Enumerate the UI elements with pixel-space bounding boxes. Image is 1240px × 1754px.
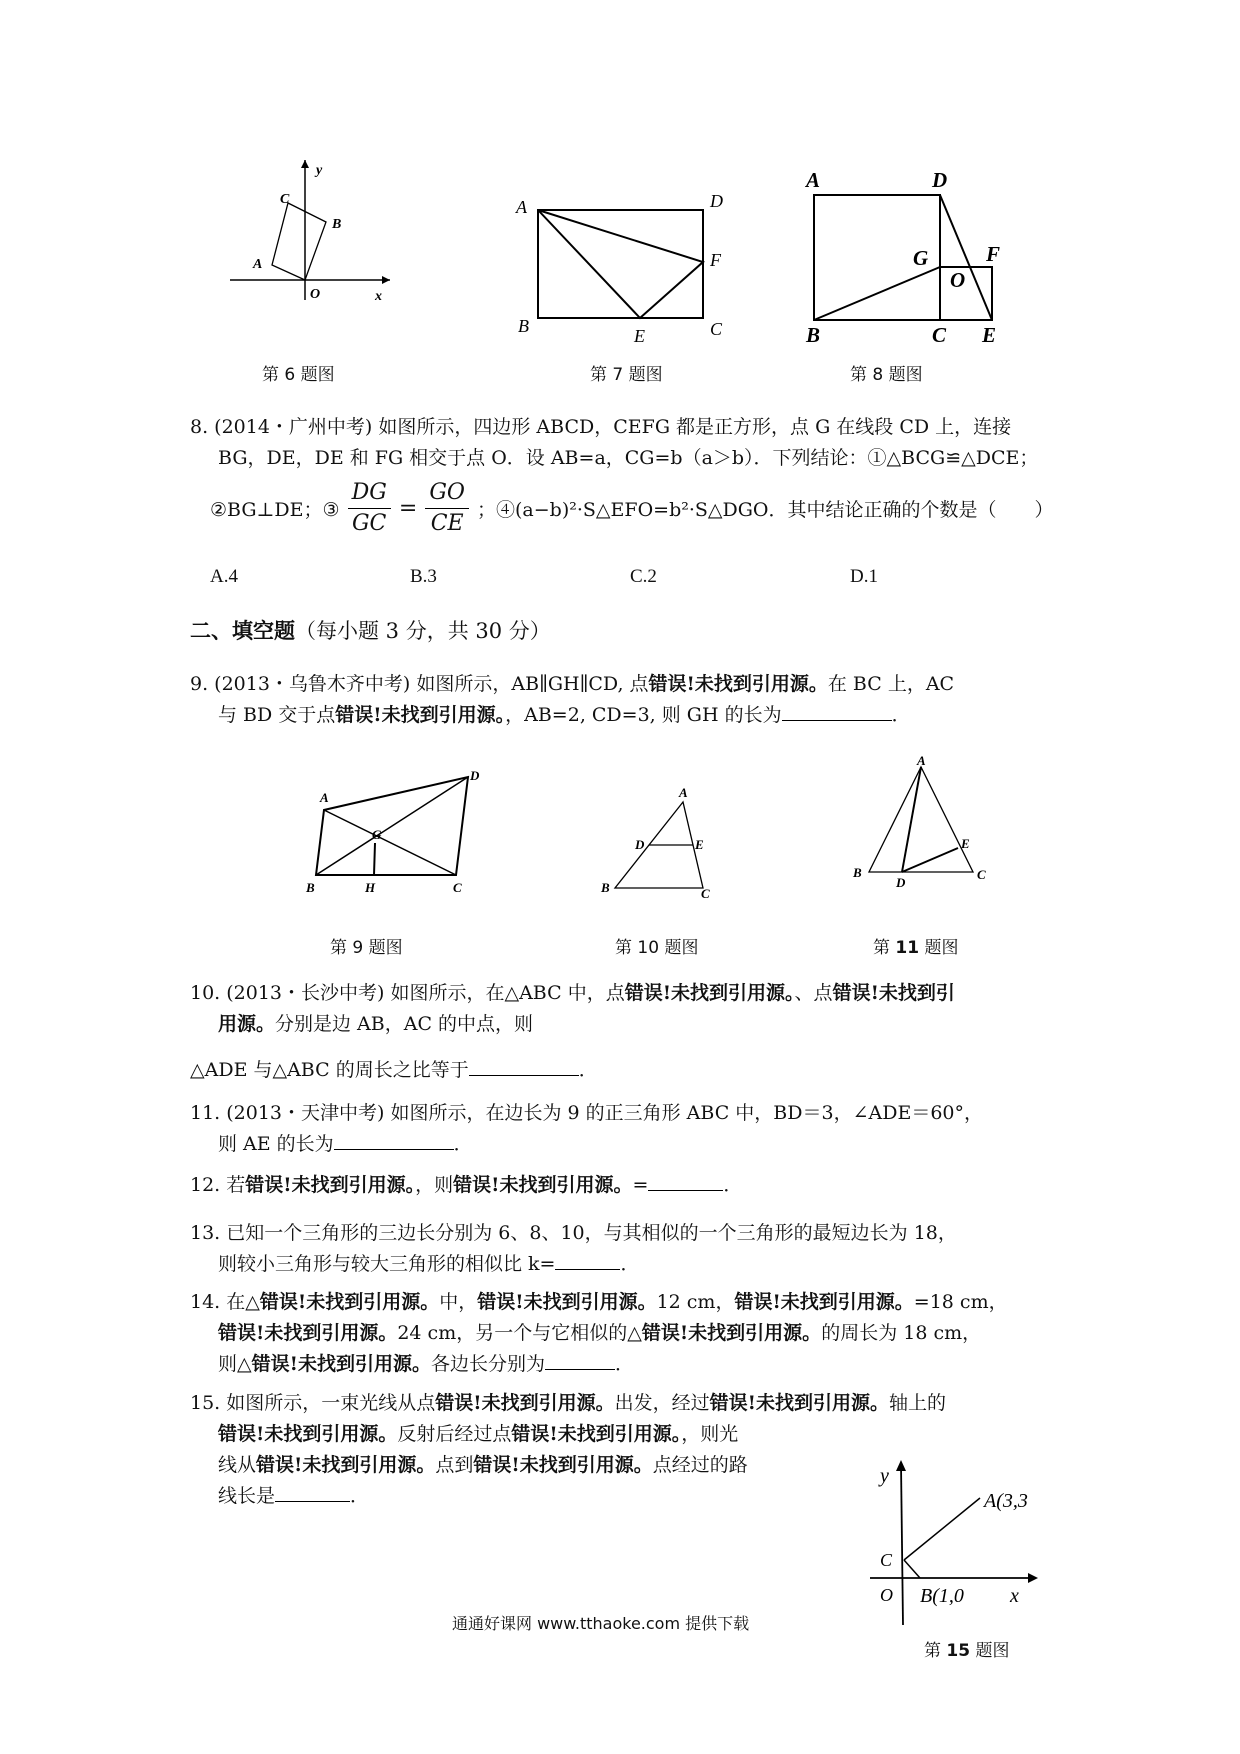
question-9-error-1: 错误!未找到引用源。 (648, 673, 828, 695)
figure-9-label-d: D (470, 768, 480, 783)
figure-15-label-x: x (1010, 1585, 1019, 1607)
question-14-text-5: 24 cm，另一个与它相似的△ (397, 1322, 642, 1344)
figure-8-label-f: F (986, 242, 1001, 266)
figure-15-caption-pre: 第 (924, 1641, 947, 1661)
question-14-text-6: 的周长为 18 cm， (821, 1322, 982, 1344)
figure-6-caption: 第 6 题图 (262, 365, 335, 385)
question-8-line-1: 8. (2014・广州中考) 如图所示，四边形 ABCD，CEFG 都是正方形，点 G 在线段 CD 上，连接 (190, 416, 1012, 438)
question-12-answer-blank[interactable] (648, 1172, 723, 1191)
question-15-text-4: 反射后经过点 (397, 1423, 512, 1445)
figure-6-label-c: C (280, 192, 290, 207)
question-12-error-2: 错误!未找到引用源。 (453, 1174, 633, 1196)
figure-11-caption-post: 题图 (919, 938, 959, 958)
figure-9-label-h: H (365, 880, 376, 895)
figure-11-diagram (845, 755, 1005, 895)
figure-15 (860, 1450, 1060, 1630)
option-d: D.1 (850, 566, 878, 587)
question-14-text-8: 各边长分别为 (430, 1353, 545, 1375)
fraction-equals: = (398, 496, 418, 521)
section-heading-title: 二、填空题 (190, 618, 295, 643)
question-15-error-4: 错误!未找到引用源。 (511, 1423, 682, 1445)
question-10-error-3: 用源。 (218, 1013, 276, 1035)
fraction-go-ce (425, 478, 469, 539)
question-14-error-4: 错误!未找到引用源。 (218, 1322, 398, 1344)
figure-15-label-c: C (880, 1550, 893, 1570)
option-c: C.2 (630, 566, 657, 587)
question-13-answer-blank[interactable] (555, 1251, 620, 1270)
question-15-text-2: 出发，经过 (614, 1392, 710, 1414)
question-8-line-2: BG，DE，DE 和 FG 相交于点 O．设 AB=a，CG=b（a＞b）．下列结论：①△BCG≌△DCE； (218, 447, 1039, 469)
question-15-error-3: 错误!未找到引用源。 (218, 1423, 398, 1445)
question-15-end: ． (350, 1485, 370, 1507)
figure-6-label-x: x (375, 289, 382, 304)
page-footer: 通通好课网 www.tthaoke.com 提供下载 (452, 1614, 750, 1633)
figure-8-label-o: O (950, 268, 966, 292)
figure-9 (300, 765, 490, 895)
figure-6-label-a: A (253, 257, 263, 272)
figure-6-label-y: y (316, 163, 323, 178)
figure-11-caption (873, 933, 958, 958)
question-10 (190, 978, 1070, 1040)
option-a: A.4 (210, 566, 238, 587)
figure-10-diagram (595, 785, 735, 905)
question-9-error-2: 错误!未找到引用源。 (335, 704, 506, 726)
fraction-go-ce-denominator: CE (430, 511, 464, 536)
question-10-end: ． (578, 1059, 598, 1081)
figure-15-label-a: A(3,3 (984, 1490, 1028, 1512)
question-14-error-6: 错误!未找到引用源。 (251, 1353, 431, 1375)
question-11-end: ． (453, 1133, 473, 1155)
figure-9-label-a: A (320, 790, 329, 805)
figure-6 (220, 160, 400, 304)
figure-10-label-e: E (695, 837, 704, 852)
figure-11-caption-num: 11 (895, 938, 920, 958)
question-12-text-2: ，则 (415, 1174, 454, 1196)
figure-6-label-o: O (310, 287, 321, 302)
figure-11-label-b: B (853, 865, 862, 880)
figure-7-label-b: B (518, 316, 529, 336)
question-14-text-4: =18 cm， (913, 1291, 1008, 1313)
question-10-error-1: 错误!未找到引用源。 (624, 982, 795, 1004)
question-9-end: ． (891, 704, 911, 726)
figure-15-label-b: B(1,0 (920, 1585, 964, 1607)
question-10-error-2: 错误!未找到引 (832, 982, 955, 1004)
question-8-line-3-pre: ②BG⊥DE；③ (210, 499, 340, 521)
question-12-text-3: = (632, 1174, 649, 1196)
question-10-text-2: 、点 (794, 982, 833, 1004)
question-13-text-2: 则较小三角形与较大三角形的相似比 k= (218, 1253, 556, 1275)
question-14-text-2: 中， (439, 1291, 478, 1313)
figure-7 (510, 190, 730, 350)
question-13 (190, 1218, 1070, 1280)
figure-10-label-c: C (701, 886, 710, 901)
question-15-text-1: 15. 如图所示，一束光线从点 (190, 1392, 436, 1414)
fraction-dg-gc-numerator: DG (348, 478, 391, 509)
figure-8-label-e: E (982, 323, 997, 347)
figure-15-diagram (860, 1450, 1060, 1630)
figure-10-label-a: A (679, 785, 688, 800)
question-14-text-1: 14. 在△ (190, 1291, 260, 1313)
figure-11-label-c: C (977, 867, 986, 882)
question-15-text-8: 点经过的路 (652, 1454, 748, 1476)
figure-7-label-c: C (710, 319, 723, 339)
question-13-end: ． (620, 1253, 640, 1275)
question-11-line-1: 11. (2013・天津中考) 如图所示，在边长为 9 的正三角形 ABC 中，BD＝3，∠ADE＝60°， (190, 1102, 984, 1124)
question-10-line-3 (190, 1055, 598, 1082)
figure-8-diagram (800, 165, 1020, 345)
figure-6-label-b: B (332, 217, 342, 232)
question-14-error-3: 错误!未找到引用源。 (734, 1291, 914, 1313)
question-14-error-1: 错误!未找到引用源。 (259, 1291, 440, 1313)
figure-11-label-a: A (917, 753, 926, 768)
question-14-error-5: 错误!未找到引用源。 (641, 1322, 822, 1344)
figure-8-caption: 第 8 题图 (850, 365, 923, 385)
figure-8 (800, 165, 1020, 345)
question-14-answer-blank[interactable] (545, 1351, 615, 1370)
figure-11-caption-pre: 第 (873, 938, 896, 958)
question-15-text-7: 点到 (435, 1454, 474, 1476)
option-b: B.3 (410, 566, 437, 587)
question-10-text-1: 10. (2013・长沙中考) 如图所示，在△ABC 中，点 (190, 982, 625, 1004)
figure-10-caption: 第 10 题图 (615, 938, 699, 958)
figure-15-caption-post: 题图 (970, 1641, 1010, 1661)
question-8-line-3 (210, 478, 1054, 539)
figure-8-label-a: A (806, 168, 821, 192)
question-15-error-6: 错误!未找到引用源。 (473, 1454, 653, 1476)
question-9-text-4: ，AB=2, CD=3, 则 GH 的长为 (505, 704, 782, 726)
figure-8-label-d: D (932, 168, 948, 192)
question-12-text-1: 12. 若 (190, 1174, 246, 1196)
question-8 (190, 412, 1070, 474)
figure-10 (595, 785, 735, 905)
figure-9-diagram (300, 765, 490, 895)
figure-11-label-d: D (896, 875, 906, 890)
figure-9-label-g: G (372, 827, 382, 842)
question-9-answer-blank[interactable] (782, 702, 892, 721)
fraction-dg-gc (348, 478, 391, 539)
question-11 (190, 1098, 1070, 1160)
figure-7-label-f: F (710, 250, 721, 270)
figure-7-label-e: E (634, 326, 645, 346)
question-15-error-2: 错误!未找到引用源。 (709, 1392, 889, 1414)
figure-8-label-c: C (932, 323, 947, 347)
figure-7-label-d: D (710, 191, 723, 211)
figure-10-label-b: B (601, 880, 610, 895)
figure-10-label-d: D (635, 837, 645, 852)
question-10-text-4: △ADE 与△ABC 的周长之比等于 (190, 1059, 469, 1081)
question-9-text-3: 与 BD 交于点 (218, 704, 336, 726)
question-14 (190, 1287, 1070, 1380)
figure-8-label-b: B (806, 323, 821, 347)
fraction-go-ce-numerator: GO (425, 478, 469, 509)
question-14-text-3: 12 cm， (656, 1291, 735, 1313)
question-12-error-1: 错误!未找到引用源。 (245, 1174, 416, 1196)
figure-15-caption-num: 15 (946, 1641, 971, 1661)
question-9-text-2: 在 BC 上，AC (827, 673, 955, 695)
question-9 (190, 669, 1070, 731)
fraction-dg-gc-denominator: GC (351, 511, 387, 536)
question-15-answer-blank[interactable] (275, 1483, 350, 1502)
question-15-text-3: 轴上的 (888, 1392, 946, 1414)
question-10-text-3: 分别是边 AB，AC 的中点，则 (275, 1013, 534, 1035)
figure-7-label-a: A (516, 197, 527, 217)
section-heading-note: （每小题 3 分，共 30 分） (295, 619, 551, 643)
question-12 (190, 1170, 1070, 1201)
figure-7-caption: 第 7 题图 (590, 365, 663, 385)
question-15-text-9: 线长是 (218, 1485, 276, 1507)
figure-11-label-e: E (961, 836, 970, 851)
figure-11 (845, 755, 1005, 895)
figure-15-label-y: y (880, 1465, 889, 1487)
question-10-answer-blank[interactable] (469, 1057, 579, 1076)
figure-6-diagram (220, 160, 400, 304)
question-11-text-2: 则 AE 的长为 (218, 1133, 334, 1155)
section-heading (190, 615, 551, 645)
question-12-end: ． (723, 1174, 743, 1196)
figure-8-label-g: G (913, 246, 929, 270)
figure-9-label-c: C (453, 880, 462, 895)
question-11-answer-blank[interactable] (334, 1131, 454, 1150)
question-15-error-1: 错误!未找到引用源。 (435, 1392, 615, 1414)
question-15-text-6: 线从 (218, 1454, 257, 1476)
question-15-text-5: ，则光 (681, 1423, 739, 1445)
figure-9-label-b: B (306, 880, 315, 895)
question-9-text-1: 9. (2013・乌鲁木齐中考) 如图所示，AB∥GH∥CD, 点 (190, 673, 649, 695)
question-14-end: ． (614, 1353, 634, 1375)
question-14-text-7: 则△ (218, 1353, 252, 1375)
figure-7-diagram (510, 190, 730, 350)
figure-9-caption: 第 9 题图 (330, 938, 403, 958)
question-15-error-5: 错误!未找到引用源。 (256, 1454, 436, 1476)
question-14-error-2: 错误!未找到引用源。 (477, 1291, 657, 1313)
question-13-line-1: 13. 已知一个三角形的三边长分别为 6、8、10，与其相似的一个三角形的最短边长为 18， (190, 1222, 957, 1244)
figure-15-label-o: O (880, 1585, 893, 1605)
figure-15-caption (924, 1636, 1009, 1661)
question-8-line-3-post: ；④(a−b)²·S△EFO=b²·S△DGO．其中结论正确的个数是（ ） (477, 499, 1054, 521)
